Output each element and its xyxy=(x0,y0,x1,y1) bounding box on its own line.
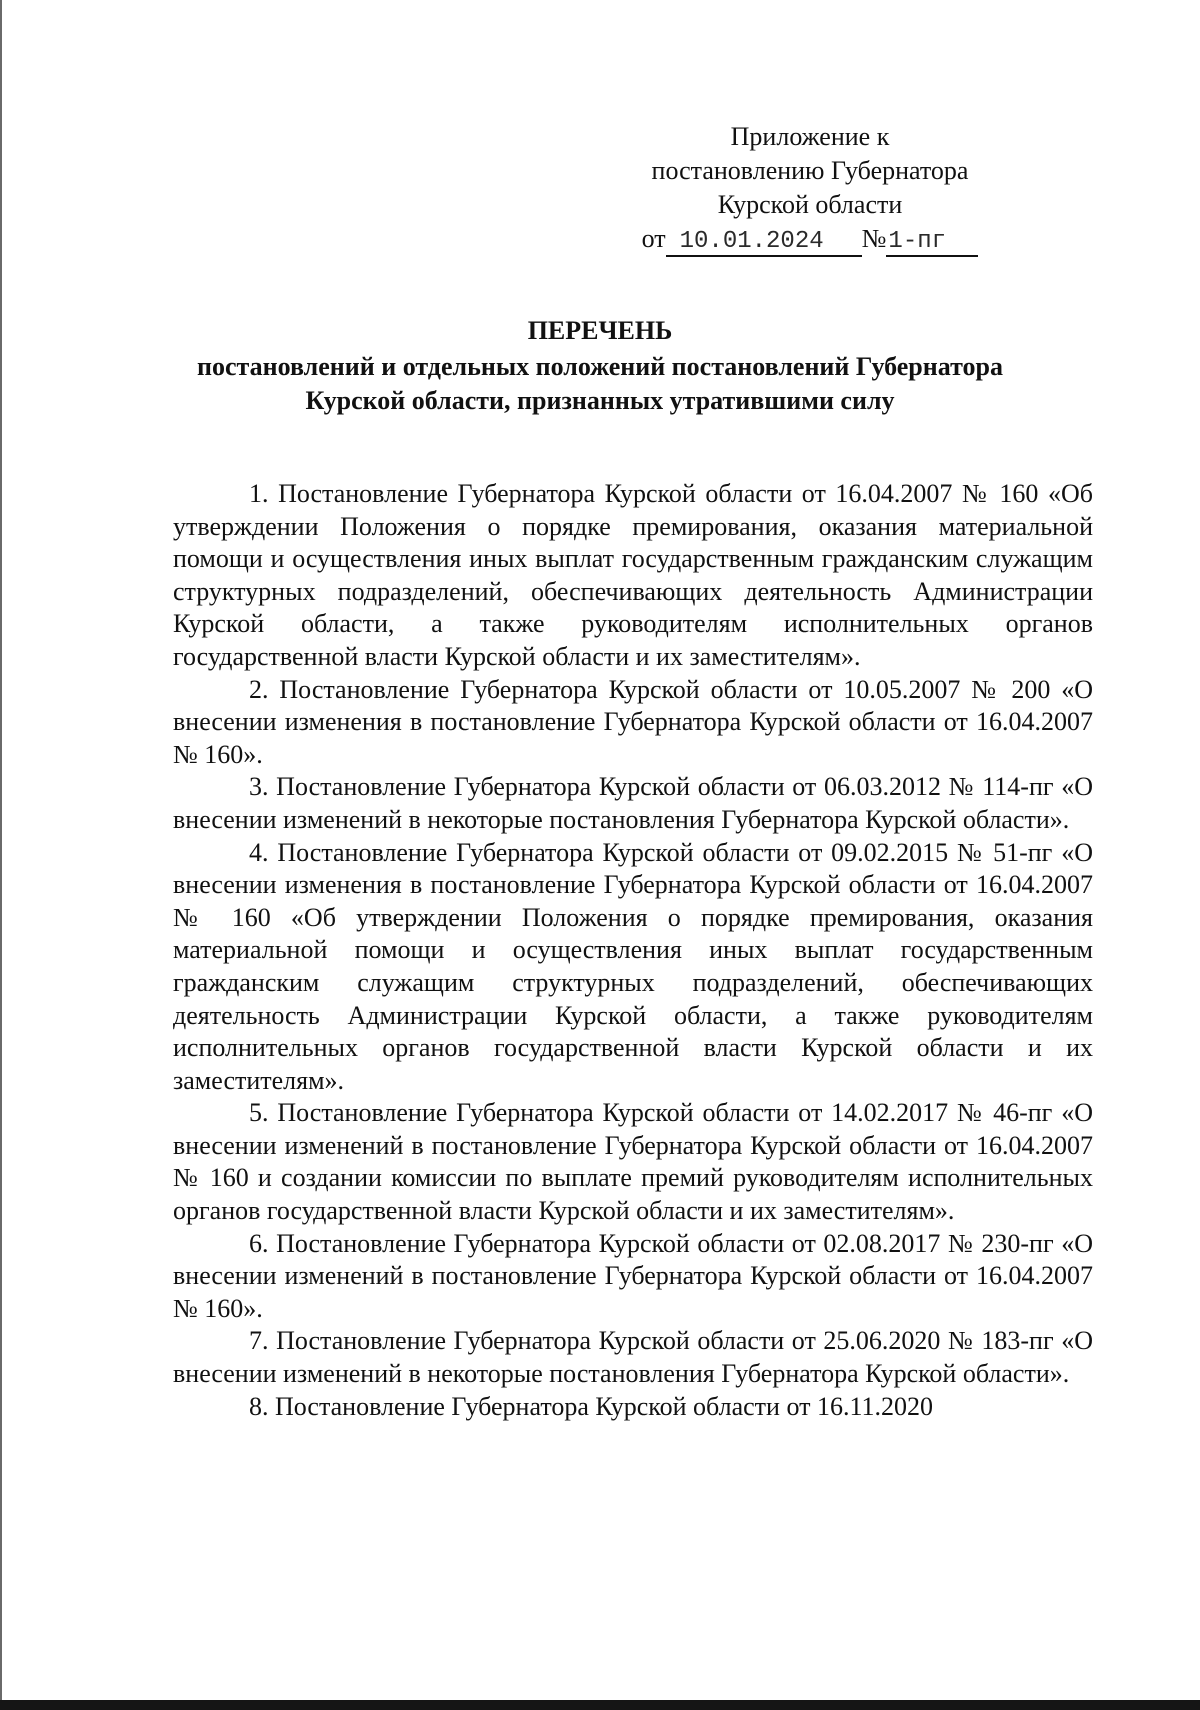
appendix-line-3: Курской области xyxy=(717,190,903,219)
scan-bottom-edge xyxy=(0,1700,1200,1710)
appendix-date-line xyxy=(590,222,1030,257)
list-item-5: 5. Постановление Губернатора Курской области от 14.02.2017 № 46-пг «О внесении изменений в постановление Губернатора Курской области от 16.04.2007 № 160 и создании комиссии по выплате премий руководителям исполнительных органов государственной власти Курской области и их заместителям». xyxy=(173,1098,1093,1226)
number-field xyxy=(886,226,978,257)
list-item-8: 8. Постановление Губернатора Курской области от 16.11.2020 xyxy=(249,1391,933,1421)
appendix-line-1: Приложение к xyxy=(730,122,890,151)
scan-left-edge xyxy=(0,0,2,1710)
title-subtitle-line-2: Курской области, признанных утратившими силу xyxy=(305,386,895,415)
list-item-3: 3. Постановление Губернатора Курской области от 06.03.2012 № 114-пг «О внесении изменений в некоторые постановления Губернатора Курской области». xyxy=(173,772,1093,834)
document-title xyxy=(100,314,1100,418)
date-field xyxy=(666,226,862,257)
appendix-line-2: постановлению Губернатора xyxy=(651,156,969,185)
number-value: 1-пг xyxy=(888,228,947,255)
list-item-6: 6. Постановление Губернатора Курской области от 02.08.2017 № 230-пг «О внесении изменений в постановление Губернатора Курской области от 16.04.2007 № 160». xyxy=(173,1228,1093,1323)
list-item-7: 7. Постановление Губернатора Курской области от 25.06.2020 № 183-пг «О внесении изменений в некоторые постановления Губернатора Курской области». xyxy=(173,1326,1093,1389)
title-main: ПЕРЕЧЕНЬ xyxy=(527,316,673,345)
number-prefix: № xyxy=(861,224,887,253)
title-subtitle-line-1: постановлений и отдельных положений постановлений Губернатора xyxy=(197,352,1003,381)
appendix-header xyxy=(590,120,1030,257)
list-item-4: 4. Постановление Губернатора Курской области от 09.02.2015 № 51-пг «О внесении изменения в постановление Губернатора Курской области от 16.04.2007 № 160 «Об утверждении Положения о порядке премирования, оказания материальной помощи и осуществления иных выплат государственным гражданским служащим структурных подразделений, обеспечивающих деятельность Администрации Курской области, а также руководителям исполнительных органов государственной власти Курской области и их заместителям». xyxy=(173,837,1093,1095)
date-prefix: от xyxy=(641,224,666,253)
list-item-2: 2. Постановление Губернатора Курской области от 10.05.2007 № 200 «О внесении изменения в постановление Губернатора Курской области от 16.04.2007 № 160». xyxy=(173,674,1093,769)
document-body xyxy=(173,478,1093,1423)
list-item-1: 1. Постановление Губернатора Курской области от 16.04.2007 № 160 «Об утверждении Положения о порядке премирования, оказания материальной помощи и осуществления иных выплат государственным гражданским служащим структурных подразделений, обеспечивающих деятельность Администрации Курской области, а также руководителям исполнительных органов государственной власти Курской области и их заместителям». xyxy=(173,479,1093,671)
date-value: 10.01.2024 xyxy=(679,228,824,255)
